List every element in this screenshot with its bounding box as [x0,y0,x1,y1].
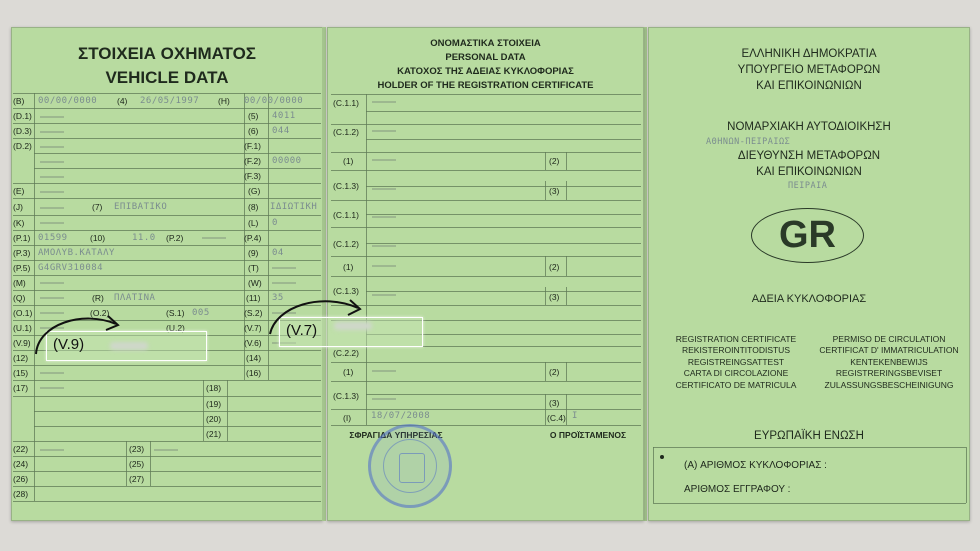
code-1-b: (1) [343,262,354,272]
code-o1: (O.1) [13,308,33,318]
value-f2: 00000 [272,156,302,166]
code-26: (26) [13,474,29,484]
code-f3: (F.3) [244,171,261,181]
translation-2: REKISTEROINTITODISTUS [682,345,790,356]
republic-header: ΕΛΛΗΝΙΚΗ ΔΗΜΟΚΡΑΤΙΑ [741,48,877,60]
service-seal-label: ΣΦΡΑΓΙΔΑ ΥΠΗΡΕΣΙΑΣ [349,430,443,440]
code-p5: (P.5) [13,263,31,273]
translation-9: REGISTRERINGSBEVISET [835,368,943,379]
code-2-b: (2) [549,262,560,272]
code-c4: (C.4) [547,413,566,423]
code-b: (B) [13,96,25,106]
code-i: (I) [343,413,352,423]
code-u1: (U.1) [13,323,32,333]
value-c4: I [572,411,578,421]
ministry-header: ΥΠΟΥΡΓΕΙΟ ΜΕΤΑΦΟΡΩΝ [737,64,881,76]
translation-8: KENTEKENBEWIJS [850,356,928,367]
code-q: (Q) [13,293,26,303]
code-5: (5) [248,111,259,121]
vehicle-data-title-en: VEHICLE DATA [105,68,229,87]
code-c13-c: (C.1.3) [333,391,359,401]
translation-1: REGISTRATION CERTIFICATE [675,334,797,344]
code-d1: (D.1) [13,111,32,121]
bullet-icon [660,455,664,459]
code-3: (3) [549,186,560,196]
value-7: ΕΠΙΒΑΤΙΚΟ [114,202,168,212]
code-18: (18) [206,383,222,393]
code-23: (23) [129,444,145,454]
code-p1: (P.1) [13,233,31,243]
code-r: (R) [92,293,104,303]
code-24: (24) [13,459,29,469]
v9-arrow-icon [28,306,128,358]
european-union-label: ΕΥΡΩΠΑΪΚΗ ΕΝΩΣΗ [754,430,864,442]
code-p4: (P.4) [244,233,262,243]
code-1-c: (1) [343,367,354,377]
translation-10: ZULASSUNGSBESCHEINIGUNG [824,379,954,390]
communications-header: ΚΑΙ ΕΠΙΚΟΙΝΩΝΙΩΝ [756,80,862,92]
code-3-c: (3) [549,398,560,408]
code-8: (8) [248,202,259,212]
official-stamp [368,424,452,508]
holder-title-en: HOLDER OF THE REGISTRATION CERTIFICATE [377,80,594,91]
code-f2: (F.2) [244,156,261,166]
translation-7: CERTIFICAT D' IMMATRICULATION [819,345,959,356]
directorate-value: ΠΕΙΡΑΙΑ [788,181,828,191]
code-14: (14) [246,353,262,363]
code-10: (10) [90,233,106,243]
code-25: (25) [129,459,145,469]
doc-number-label: ΑΡΙΘΜΟΣ ΕΓΓΡΑΦΟΥ : [684,484,791,495]
code-11: (11) [246,293,261,303]
v9-callout-label: (V.9) [53,336,85,353]
code-o2: (O.2) [90,308,110,318]
code-c22: (C.2.2) [333,348,359,358]
code-4: (4) [117,96,128,106]
holder-title-gr: ΚΑΤΟΧΟΣ ΤΗΣ ΑΔΕΙΑΣ ΚΥΚΛΟΦΟΡΙΑΣ [397,66,574,77]
cover-divider [653,503,966,504]
code-v6: (V.6) [244,338,262,348]
code-w: (W) [248,278,262,288]
code-e: (E) [13,186,25,196]
code-12: (12) [13,353,29,363]
code-9: (9) [248,248,259,258]
code-c13-b: (C.1.3) [333,286,359,296]
fold-divider [322,27,326,521]
directorate-label-2: ΚΑΙ ΕΠΙΚΟΙΝΩΝΙΩΝ [756,166,862,178]
value-6: 044 [272,126,290,136]
directorate-label: ΔΙΕΥΘΥΝΣΗ ΜΕΤΑΦΟΡΩΝ [737,150,881,162]
cover-divider [653,447,966,448]
prefecture-label: ΝΟΜΑΡΧΙΑΚΗ ΑΥΤΟΔΙΟΙΚΗΣΗ [727,121,891,133]
code-u2: (U.2) [166,323,185,333]
code-v9: (V.9) [13,338,31,348]
value-10: 11.0 [132,233,156,243]
value-p1: 01599 [38,233,68,243]
code-c11-b: (C.1.1) [333,210,359,220]
reg-number-label: (A) ΑΡΙΘΜΟΣ ΚΥΚΛΟΦΟΡΙΑΣ : [684,460,827,471]
code-6: (6) [248,126,259,136]
code-2: (2) [549,156,560,166]
value-h: 00/00/0000 [244,96,304,106]
value-p5: G4GRV310084 [38,263,104,273]
value-s1: 005 [192,308,210,318]
country-code-oval: GR [751,208,864,263]
registration-title: ΑΔΕΙΑ ΚΥΚΛΟΦΟΡΙΑΣ [751,293,867,305]
v7-callout-label: (V.7) [286,322,318,339]
prefecture-value: ΑΘΗΝΩΝ-ΠΕΙΡΑΙΩΣ [706,137,791,147]
stamp-emblem-icon [399,453,425,483]
vehicle-data-title-gr: ΣΤΟΙΧΕΙΑ ΟΧΗΜΑΤΟΣ [78,44,256,63]
translation-6: PERMISO DE CIRCULATION [832,334,946,344]
code-f1: (F.1) [244,141,261,151]
code-c12-b: (C.1.2) [333,239,359,249]
personal-data-title-en: PERSONAL DATA [445,52,526,63]
translations-right [808,334,970,391]
value-8: ΙΔΙΩΤΙΚΗ [270,202,318,212]
code-21: (21) [206,429,222,439]
code-d2: (D.2) [13,141,32,151]
v7-arrow-icon [262,290,372,340]
code-22: (22) [13,444,29,454]
code-v7: (V.7) [244,323,262,333]
code-3-b: (3) [549,292,560,302]
code-2-c: (2) [549,367,560,377]
code-s1: (S.1) [166,308,185,318]
code-k: (K) [13,218,25,228]
code-g: (G) [248,186,261,196]
code-17: (17) [13,383,29,393]
code-c13: (C.1.3) [333,181,359,191]
director-label: Ο ΠΡΟΪΣΤΑΜΕΝΟΣ [549,430,627,440]
translation-5: CERTIFICATO DE MATRICULA [675,379,797,390]
value-4: 26/05/1997 [140,96,200,106]
cover-divider [966,447,967,503]
code-h: (H) [218,96,230,106]
code-p3: (P.3) [13,248,31,258]
code-c12: (C.1.2) [333,127,359,137]
code-7: (7) [92,202,103,212]
code-16: (16) [246,368,262,378]
code-d3: (D.3) [13,126,32,136]
code-1: (1) [343,156,354,166]
value-5: 4011 [272,111,296,121]
value-p3: ΑΜΟΛΥΒ.ΚΑΤΑΛΥ [38,248,115,258]
code-20: (20) [206,414,222,424]
translation-3: REGISTREINGSATTEST [687,356,785,367]
code-c11: (C.1.1) [333,98,359,108]
value-i: 18/07/2008 [371,411,431,421]
translations-left [660,334,812,391]
code-19: (19) [206,399,222,409]
translation-4: CARTA DI CIRCOLAZIONE [683,368,789,379]
code-j: (J) [13,202,23,212]
code-l: (L) [248,218,259,228]
code-s2: (S.2) [244,308,263,318]
personal-data-title-gr: ΟΝΟΜΑΣΤΙΚΑ ΣΤΟΙΧΕΙΑ [430,38,541,49]
code-27: (27) [129,474,145,484]
code-15: (15) [13,368,29,378]
value-l: 0 [272,218,278,228]
code-t: (T) [248,263,259,273]
value-11: 35 [272,293,284,303]
value-9: 04 [272,248,284,258]
value-q: ΠΛΑΤΙΝΑ [114,293,156,303]
value-b: 00/00/0000 [38,96,98,106]
code-28: (28) [13,489,29,499]
code-m: (M) [13,278,26,288]
cover-divider [653,447,654,503]
code-p2: (P.2) [166,233,184,243]
